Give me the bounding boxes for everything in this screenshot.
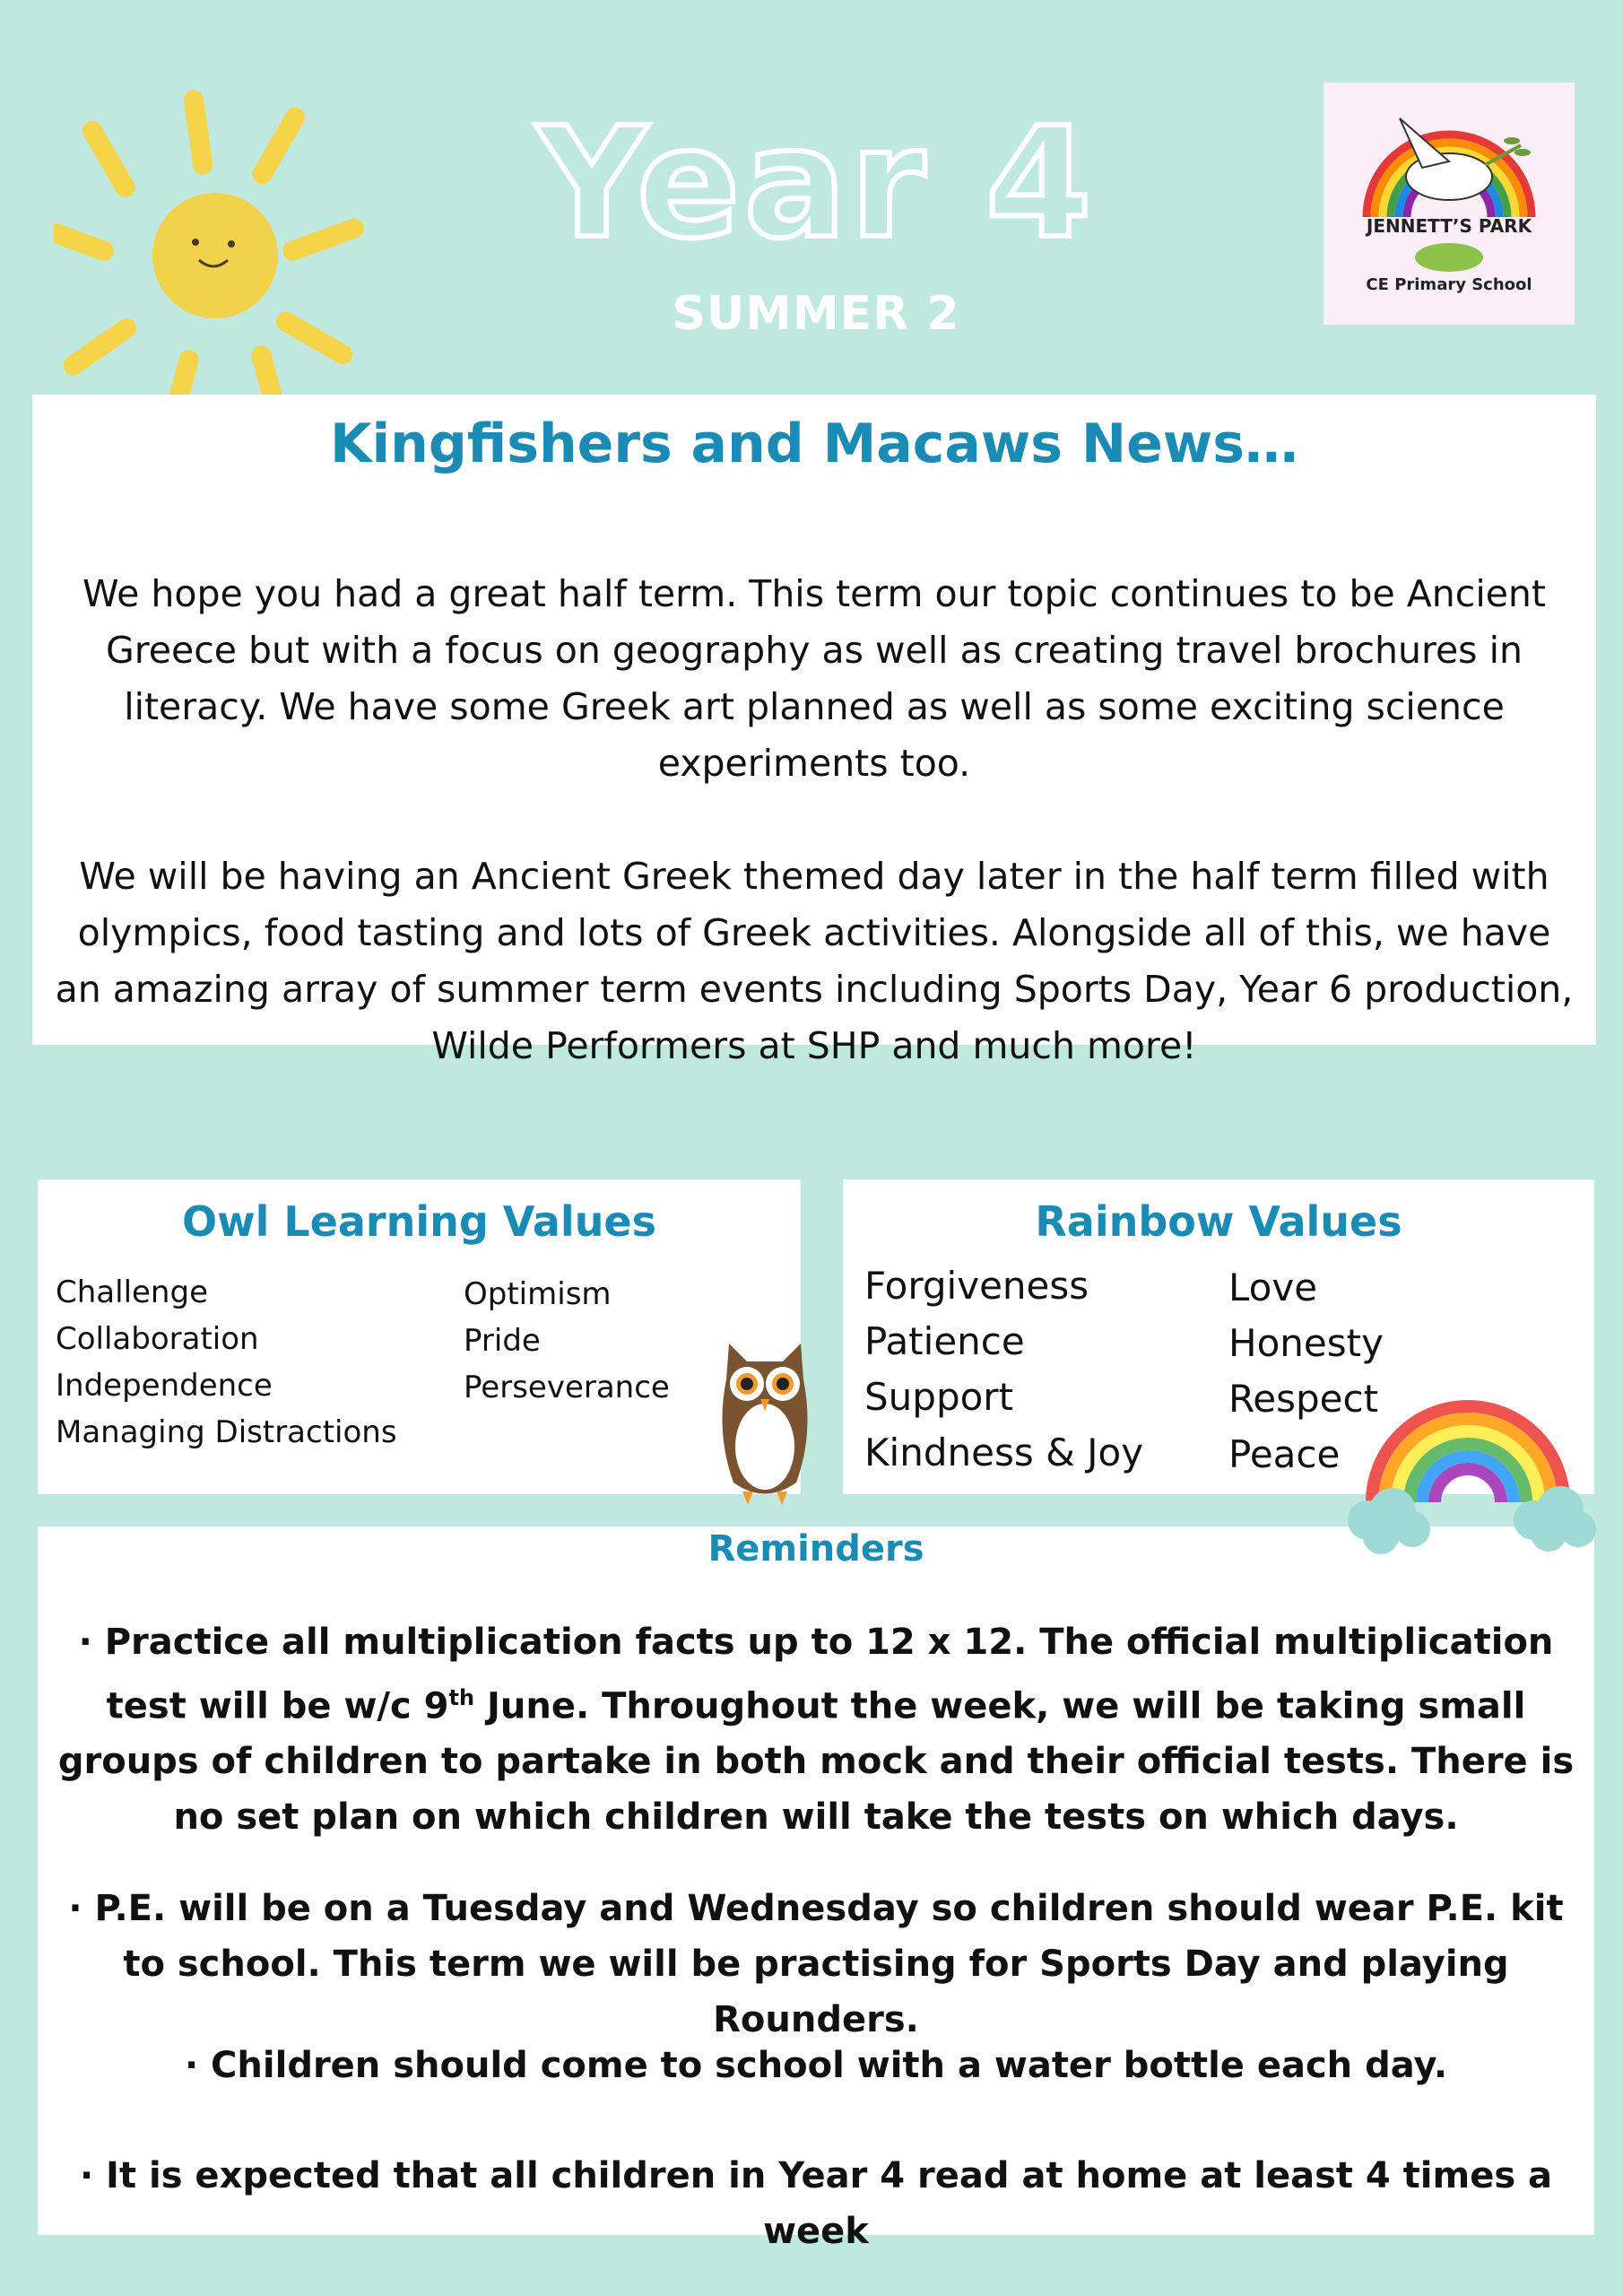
owl-values-heading: Owl Learning Values (181, 1197, 657, 1246)
owl-values-card (38, 1179, 801, 1494)
reminder-item-2: · P.E. will be on a Tuesday and Wednesday so children should wear P.E. kit to school. This term we will be practising for Sports Day and playing Rounders. (68, 1888, 1564, 2040)
reminder-item-1 (47, 1614, 1585, 1845)
list-item: Collaboration (56, 1321, 259, 1357)
list-item: Independence (56, 1368, 273, 1404)
rainbow-values-heading: Rainbow Values (1035, 1197, 1402, 1246)
logo-text-school: CE Primary School (1366, 275, 1532, 294)
list-item: Love (1228, 1265, 1318, 1309)
reminder-text: · Practice all multiplication facts up to 12 x 12. The official multiplication test will be w/c 9 (78, 1622, 1554, 1727)
page-subtitle: SUMMER 2 (672, 287, 960, 341)
news-paragraph-1: We hope you had a great half term. This term our topic continues to be Ancient Greece but with a focus on geography as well as creating travel brochures in literacy. We have some Greek art planned as well as some exciting science experiments too. (82, 572, 1546, 785)
owl-values-list-left (56, 1269, 397, 1456)
logo-text-name: JENNETT’S PARK (1366, 215, 1532, 237)
news-paragraph-2: We will be having an Ancient Greek themed day later in the half term filled with olympics, food tasting and lots of Greek activities. Alongside all of this, we have an amazing array of summer term events including Sports Day, Year 6 production, Wilde Performers at SHP and much more! (55, 855, 1574, 1067)
list-item: Support (864, 1375, 1014, 1419)
list-item: Managing Distractions (56, 1414, 397, 1450)
reminders-card (38, 1526, 1594, 2252)
news-card (32, 395, 1596, 1067)
news-heading: Kingfishers and Macaws News… (330, 413, 1298, 475)
owl-icon (707, 1326, 823, 1514)
list-item: Perseverance (464, 1370, 670, 1405)
ordinal-suffix: th (448, 1685, 475, 1710)
list-item: Optimism (464, 1276, 612, 1312)
rainbow-icon (1341, 1386, 1596, 1556)
rainbow-values-list-left (864, 1258, 1143, 1481)
list-item: Pride (464, 1323, 541, 1359)
reminder-item-4: · It is expected that all children in Year 4 read at home at least 4 times a week (79, 2155, 1553, 2252)
list-item: Honesty (1228, 1321, 1384, 1365)
page-title: Year 4 (536, 95, 1096, 273)
school-logo (1324, 83, 1575, 325)
owl-values-list-right (464, 1271, 670, 1411)
reminder-text: June. Throughout the week, we will be taking small groups of children to partake in both mock and their official tests. There is no set plan on which children will take the tests on which days. (57, 1685, 1575, 1839)
list-item: Challenge (56, 1274, 208, 1310)
list-item: Kindness & Joy (864, 1431, 1144, 1474)
list-item: Respect (1228, 1377, 1379, 1421)
list-item: Peace (1228, 1432, 1341, 1476)
reminder-item-3: · Children should come to school with a water bottle each day. (184, 2045, 1448, 2086)
reminders-heading: Reminders (707, 1528, 924, 1570)
list-item: Patience (864, 1319, 1025, 1363)
list-item: Forgiveness (864, 1264, 1089, 1308)
